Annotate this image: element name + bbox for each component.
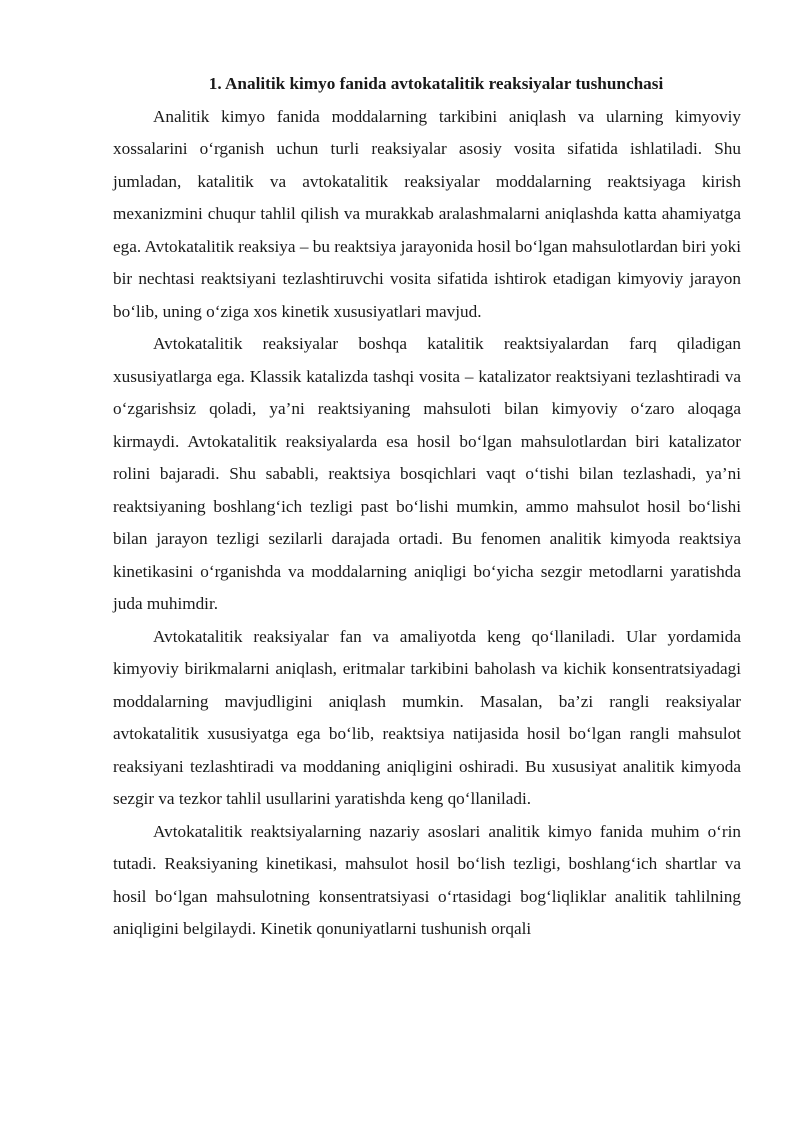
section-title: 1. Analitik kimyo fanida avtokatalitik reaksiyalar tushunchasi bbox=[208, 74, 664, 93]
paragraph-2: Avtokatalitik reaksiyalar boshqa katalitik reaktsiyalardan farq qiladigan xususiyatlarga ega. Klassik katalizda tashqi vosita – katalizator reaktsiyani tezlashtiradi va o‘zgarishsiz qoladi, ya’ni reaktsiyaning mahsuloti bilan kimyoviy o‘zaro aloqaga kirmaydi. Avtokatalitik reaksiyalarda esa hosil bo‘lgan mahsulotlardan biri katalizator rolini bajaradi. Shu sababli, reaktsiya bosqichlari vaqt o‘tishi bilan tezlashadi, ya’ni reaktsiyaning boshlang‘ich tezligi past bo‘lishi mumkin, ammo mahsulot hosil bo‘lishi bilan jarayon tezligi sezilarli darajada ortadi. Bu fenomen analitik kimyoda reaktsiya kinetikasini o‘rganishda va moddalarning aniqligi bo‘yicha sezgir metodlarni yaratishda juda muhimdir. bbox=[113, 334, 741, 613]
paragraph-4: Avtokatalitik reaktsiyalarning nazariy asoslari analitik kimyo fanida muhim o‘rin tutadi. Reaksiyaning kinetikasi, mahsulot hosil bo‘lish tezligi, boshlang‘ich shartlar va hosil bo‘lgan mahsulotning konsentratsiyasi o‘rtasidagi bog‘liqliklar analitik tahlilning aniqligini belgilaydi. Kinetik qonuniyatlarni tushunish orqali bbox=[113, 821, 741, 938]
paragraph-1: Analitik kimyo fanida moddalarning tarkibini aniqlash va ularning kimyoviy xossalarini o‘rganish uchun turli reaksiyalar asosiy vosita sifatida ishlatiladi. Shu jumladan, katalitik va avtokatalitik reaksiyalar moddalarning reaktsiyaga kirish mexanizmini chuqur tahlil qilish va murakkab aralashmalarni aniqlashda katta ahamiyatga ega. Avtokatalitik reaksiya – bu reaktsiya jarayonida hosil bo‘lgan mahsulotlardan biri yoki bir nechtasi reaktsiyani tezlashtiruvchi vosita sifatida ishtirok etadigan kimyoviy jarayon bo‘lib, uning o‘ziga xos kinetik xususiyatlari mavjud. bbox=[113, 106, 741, 321]
paragraph-3: Avtokatalitik reaksiyalar fan va amaliyotda keng qo‘llaniladi. Ular yordamida kimyoviy birikmalarni aniqlash, eritmalar tarkibini baholash va kichik konsentratsiyadagi moddalarning mavjudligini aniqlash mumkin. Masalan, ba’zi rangli reaksiyalar avtokatalitik xususiyatga ega bo‘lib, reaktsiya natijasida hosil bo‘lgan rangli mahsulot reaksiyani tezlashtiradi va moddaning aniqligini oshiradi. Bu xususiyat analitik kimyoda sezgir va tezkor tahlil usullarini yaratishda keng qo‘llaniladi. bbox=[113, 626, 741, 808]
document-page bbox=[113, 68, 741, 946]
